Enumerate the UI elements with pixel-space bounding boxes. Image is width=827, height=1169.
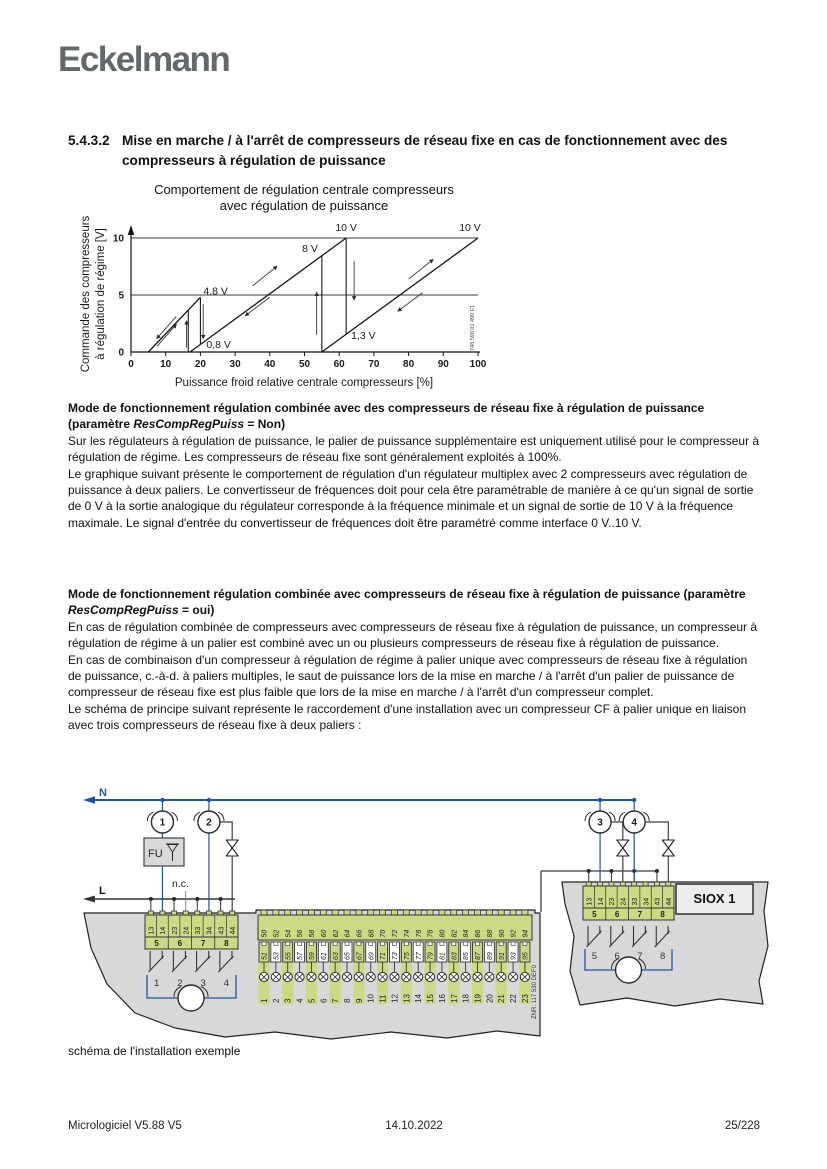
svg-text:N: N [99, 787, 107, 799]
svg-text:79: 79 [427, 952, 435, 960]
svg-text:5: 5 [307, 998, 317, 1003]
svg-text:14: 14 [414, 994, 424, 1003]
svg-text:50: 50 [261, 929, 269, 938]
section-heading [68, 131, 768, 170]
svg-text:88: 88 [486, 929, 494, 938]
svg-text:5: 5 [118, 290, 124, 302]
svg-text:50: 50 [298, 359, 311, 370]
valve-icon-2 [617, 840, 629, 856]
paragraph: Le graphique suivant présente le comportement de régulation d'un régulateur multiplex avec 2 compresseurs avec régulation de puissance à deux paliers. Le convertisseur de fréquences doit pour cela être paramétrable de manière à ce qu'un signal de sortie de 0 V à la sortie analogique du régulateur corresponde à la fréquence minimale et un signal de sortie de 10 V à la fréquence maximale. Le signal d'entrée du convertisseur de fréquences doit être paramétré comme interface 0 V..10 V. [68, 466, 754, 530]
motor-circle-2 [194, 811, 224, 833]
znr-note [532, 964, 538, 1019]
svg-text:ZNR. 117 530 DEF0: ZNR. 117 530 DEF0 [532, 965, 538, 1019]
svg-text:4: 4 [631, 817, 637, 829]
motor-circle-3 [585, 811, 615, 833]
svg-text:56: 56 [297, 929, 305, 938]
svg-text:L: L [99, 885, 106, 897]
svg-text:90: 90 [498, 929, 506, 938]
svg-text:23: 23 [520, 994, 530, 1003]
motor-circle-4 [619, 811, 649, 833]
svg-text:78: 78 [427, 929, 435, 938]
siox-terminal-strip [583, 882, 674, 920]
svg-text:77: 77 [415, 952, 423, 960]
svg-text:9: 9 [354, 998, 364, 1003]
regulation-behaviour-chart [75, 180, 505, 392]
svg-text:33: 33 [195, 926, 203, 935]
svg-text:13: 13 [402, 994, 412, 1003]
svg-text:Puissance froid relative centr: Puissance froid relative centrale compresseurs [%] [174, 377, 434, 389]
svg-text:16: 16 [437, 994, 447, 1003]
svg-text:10: 10 [160, 359, 172, 370]
svg-text:87: 87 [475, 952, 483, 960]
svg-text:7: 7 [200, 939, 206, 948]
svg-text:34: 34 [643, 897, 651, 906]
svg-text:14: 14 [597, 897, 605, 906]
paragraph-heading [68, 400, 763, 433]
svg-text:FU: FU [148, 848, 163, 860]
paragraph: En cas de régulation combinée de compresseurs avec compresseurs de réseau fixe à régulation de puissance, un compresseur à régulation de régime à un palier est combiné avec un ou plusieurs compresseurs de réseau fixe à régulation de puissance. [68, 619, 758, 651]
svg-text:83: 83 [451, 952, 459, 960]
chart-ref-note [470, 305, 476, 351]
footer-page-number: 25/228 [724, 1120, 761, 1132]
heading-text-end: = Non) [244, 417, 286, 432]
footer-version: Micrologiciel V5.88 V5 [68, 1120, 182, 1132]
parameter-name: ResCompRegPuiss [133, 417, 245, 432]
svg-text:53: 53 [273, 952, 281, 960]
section-title: Mise en marche / à l'arrêt de compresseurs de réseau fixe en cas de fonctionnement avec des compresseurs à régulation de puissance [122, 133, 728, 168]
svg-text:3: 3 [283, 998, 293, 1003]
svg-text:60: 60 [320, 929, 328, 938]
paragraph-heading [68, 586, 763, 619]
svg-text:71: 71 [380, 952, 388, 960]
svg-text:55: 55 [285, 952, 293, 960]
svg-text:5: 5 [592, 910, 597, 919]
svg-text:7: 7 [331, 998, 341, 1003]
section-block-2 [68, 586, 763, 734]
svg-text:17: 17 [449, 994, 459, 1003]
svg-text:43: 43 [218, 926, 226, 935]
svg-text:92: 92 [510, 929, 518, 938]
svg-text:1: 1 [159, 817, 166, 829]
svg-text:8 V: 8 V [302, 242, 318, 255]
paragraph: Le schéma de principe suivant représente le raccordement d'une installation avec un compresseur CF à palier unique en liaison avec trois compresseurs de réseau fixe à deux paliers : [68, 701, 747, 733]
svg-text:61: 61 [320, 952, 328, 960]
section-block-1 [68, 400, 763, 531]
svg-text:24: 24 [620, 897, 628, 906]
svg-text:8: 8 [343, 998, 353, 1003]
svg-text:8: 8 [660, 910, 665, 919]
svg-text:1,3 V: 1,3 V [351, 330, 376, 343]
svg-text:4: 4 [295, 998, 305, 1003]
svg-text:13: 13 [148, 926, 156, 935]
svg-text:5: 5 [591, 951, 598, 962]
svg-text:6: 6 [614, 951, 620, 962]
heading-text: Mode de fonctionnement régulation combinée avec compresseurs de réseau fixe à régulation de puissance (paramètre [68, 587, 746, 601]
svg-text:Comportement de régulation cen: Comportement de régulation centrale compresseurs [154, 182, 454, 197]
svg-text:8: 8 [659, 951, 666, 962]
svg-text:70: 70 [368, 359, 380, 370]
svg-text:7: 7 [637, 951, 643, 962]
valve-icon-1 [226, 840, 238, 856]
svg-text:22: 22 [509, 994, 519, 1003]
diagram-caption: schéma de l'installation exemple [68, 1044, 241, 1058]
svg-text:0,8 V: 0,8 V [206, 338, 231, 351]
svg-text:14: 14 [160, 926, 168, 935]
svg-text:85: 85 [463, 952, 471, 960]
svg-text:SIOX 1: SIOX 1 [693, 891, 736, 906]
l-line-group [83, 885, 235, 915]
svg-text:à régulation de régime [V]: à régulation de régime [V] [95, 228, 107, 360]
svg-text:18: 18 [461, 994, 471, 1003]
installation-wiring-diagram [75, 786, 775, 1048]
svg-text:0: 0 [128, 359, 134, 370]
svg-text:Commande des compresseurs: Commande des compresseurs [80, 215, 92, 373]
svg-text:21: 21 [497, 994, 507, 1003]
svg-text:15: 15 [426, 994, 436, 1003]
svg-text:12: 12 [390, 994, 400, 1003]
svg-text:80: 80 [439, 929, 447, 938]
svg-text:748 590 01 490 F1: 748 590 01 490 F1 [470, 304, 476, 351]
svg-text:20: 20 [194, 359, 206, 370]
svg-text:73: 73 [392, 952, 400, 960]
page-footer [68, 1120, 760, 1132]
svg-text:91: 91 [498, 952, 506, 960]
footer-date: 14.10.2022 [385, 1120, 443, 1132]
parameter-name: ResCompRegPuiss [68, 603, 179, 618]
svg-text:7: 7 [637, 910, 643, 919]
svg-text:23: 23 [171, 926, 179, 935]
svg-text:0: 0 [118, 347, 124, 359]
svg-text:23: 23 [609, 897, 617, 906]
svg-text:93: 93 [510, 952, 518, 960]
svg-text:74: 74 [403, 929, 411, 938]
svg-text:62: 62 [332, 929, 340, 938]
paragraph: Sur les régulateurs à régulation de puissance, le palier de puissance supplémentaire est uniquement utilisé pour le compresseur à régulation de régime. Les compresseurs de réseau fixe sont généralement exploités à 100%. [68, 433, 760, 465]
valve-icon-3 [662, 840, 674, 856]
svg-text:75: 75 [403, 952, 411, 960]
svg-text:11: 11 [378, 994, 388, 1003]
svg-text:3: 3 [597, 817, 603, 829]
svg-text:33: 33 [631, 897, 639, 906]
svg-text:52: 52 [273, 929, 281, 938]
svg-text:1: 1 [153, 978, 160, 989]
svg-text:44: 44 [229, 926, 237, 935]
svg-text:20: 20 [485, 994, 495, 1003]
svg-text:84: 84 [463, 929, 471, 938]
svg-text:10 V: 10 V [335, 222, 357, 234]
svg-text:6: 6 [614, 910, 620, 919]
svg-text:65: 65 [344, 952, 352, 960]
svg-text:70: 70 [380, 929, 388, 938]
svg-text:67: 67 [356, 952, 364, 960]
svg-text:40: 40 [264, 359, 276, 370]
svg-text:13: 13 [586, 897, 594, 906]
heading-text-end: = oui) [178, 603, 215, 618]
paragraph: En cas de combinaison d'un compresseur à régulation de régime à palier unique avec compresseurs de réseau fixe à régulation de puissance, c.-à-d. à paliers multiples, le saut de puissance lors de la mise en marche / à l'arrêt d'un palier de puissance de compresseur de réseau fixe est plus faible que lors de la mise en marche / à l'arrêt d'un compresseur complet. [68, 652, 748, 700]
svg-text:2: 2 [206, 817, 212, 829]
svg-text:54: 54 [285, 929, 293, 938]
section-number: 5.4.3.2 [68, 133, 110, 148]
svg-text:95: 95 [522, 952, 530, 960]
svg-text:n.c.: n.c. [172, 878, 189, 890]
chart-axes [80, 215, 487, 389]
svg-text:68: 68 [368, 929, 376, 938]
svg-text:69: 69 [368, 952, 376, 960]
svg-text:72: 72 [392, 929, 400, 938]
svg-text:66: 66 [356, 929, 364, 938]
svg-text:5: 5 [154, 939, 159, 948]
frequency-converter-box [144, 838, 184, 866]
siox-label-box [676, 884, 753, 914]
svg-text:19: 19 [473, 994, 483, 1003]
motor-circle-1 [147, 811, 177, 833]
svg-text:6: 6 [319, 998, 329, 1003]
svg-text:76: 76 [415, 929, 423, 938]
svg-text:57: 57 [297, 952, 305, 960]
svg-text:4: 4 [223, 978, 230, 989]
svg-text:89: 89 [486, 952, 494, 960]
left-terminal-strip [145, 911, 238, 949]
svg-text:4.8 V: 4.8 V [203, 285, 228, 298]
svg-text:2: 2 [177, 978, 183, 989]
svg-text:64: 64 [344, 929, 352, 938]
svg-text:30: 30 [229, 359, 241, 370]
svg-text:94: 94 [522, 929, 530, 938]
svg-text:44: 44 [666, 897, 674, 906]
svg-text:10: 10 [112, 233, 124, 245]
svg-text:8: 8 [224, 939, 229, 948]
svg-text:10: 10 [366, 994, 376, 1003]
svg-text:60: 60 [333, 359, 345, 370]
svg-text:6: 6 [177, 939, 183, 948]
svg-text:90: 90 [437, 359, 449, 370]
svg-text:3: 3 [200, 978, 206, 989]
svg-text:avec régulation de puissance: avec régulation de puissance [219, 198, 389, 213]
chart-title [154, 182, 454, 213]
svg-text:80: 80 [403, 359, 415, 370]
svg-text:100: 100 [469, 359, 487, 370]
svg-text:34: 34 [206, 926, 214, 935]
svg-text:24: 24 [183, 926, 191, 935]
heading-text: Mode de fonctionnement régulation combinée avec des compresseurs de réseau fixe à régulation de puissance (paramètre [68, 401, 705, 432]
svg-text:86: 86 [475, 929, 483, 938]
svg-text:43: 43 [654, 897, 662, 906]
svg-text:1: 1 [260, 998, 269, 1003]
chart-direction-arrows [157, 260, 433, 348]
svg-text:2: 2 [271, 998, 281, 1003]
svg-text:63: 63 [332, 952, 340, 960]
svg-text:10 V: 10 V [459, 222, 481, 234]
svg-text:82: 82 [451, 929, 459, 938]
svg-text:58: 58 [309, 929, 317, 938]
svg-text:59: 59 [309, 952, 317, 960]
svg-text:51: 51 [261, 952, 269, 960]
svg-text:81: 81 [439, 952, 447, 960]
company-logo: Eckelmann [58, 40, 230, 79]
n-line-group [83, 787, 636, 804]
